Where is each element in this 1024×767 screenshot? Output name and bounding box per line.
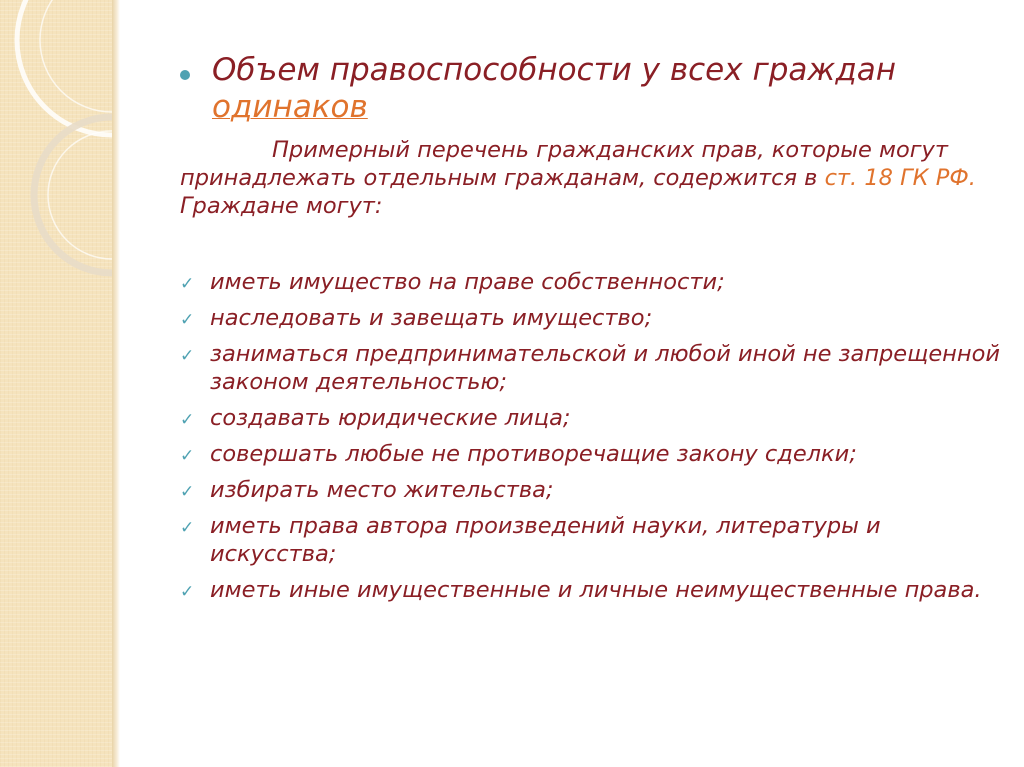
list-item	[180, 404, 1000, 432]
list-item	[180, 576, 1000, 604]
rights-list	[180, 268, 1000, 604]
checkmark-icon: ✓	[180, 310, 195, 330]
heading-link[interactable]: одинаков	[212, 89, 368, 125]
list-item	[180, 476, 1000, 504]
intro-paragraph	[180, 136, 1000, 220]
checkmark-icon: ✓	[180, 518, 195, 538]
checkmark-icon: ✓	[180, 482, 195, 502]
side-panel-edge	[112, 0, 120, 767]
checkmark-icon: ✓	[180, 346, 195, 366]
decorative-circles-graphic	[0, 0, 112, 767]
checkmark-icon: ✓	[180, 582, 195, 602]
round-bullet-icon	[180, 70, 190, 80]
list-item	[180, 268, 1000, 296]
heading-row	[180, 52, 1000, 126]
list-item	[180, 340, 1000, 396]
intro-text: Примерный перечень гражданских прав, которые могут принадлежать отдельным гражданам, содержится в	[180, 137, 948, 191]
intro-tail: Граждане могут:	[180, 193, 383, 219]
slide-heading	[212, 52, 1000, 126]
list-item-text: иметь иные имущественные и личные неимущественные права.	[210, 577, 982, 603]
checkmark-icon: ✓	[180, 274, 195, 294]
list-item-text: иметь права автора произведений науки, литературы и искусства;	[210, 513, 881, 567]
list-item	[180, 440, 1000, 468]
list-item-text: заниматься предпринимательской и любой иной не запрещенной законом деятельностью;	[210, 341, 1000, 395]
list-item-text: совершать любые не противоречащие закону сделки;	[210, 441, 857, 467]
list-item-text: наследовать и завещать имущество;	[210, 305, 653, 331]
list-item-text: иметь имущество на праве собственности;	[210, 269, 725, 295]
heading-text: Объем правоспособности у всех граждан	[212, 52, 897, 88]
list-item	[180, 512, 1000, 568]
law-reference-link[interactable]: ст. 18 ГК РФ.	[824, 165, 976, 191]
list-item	[180, 304, 1000, 332]
decorative-side-panel	[0, 0, 112, 767]
list-item-text: избирать место жительства;	[210, 477, 554, 503]
list-item-text: создавать юридические лица;	[210, 405, 571, 431]
checkmark-icon: ✓	[180, 446, 195, 466]
slide-content	[180, 52, 1000, 612]
checkmark-icon: ✓	[180, 410, 195, 430]
